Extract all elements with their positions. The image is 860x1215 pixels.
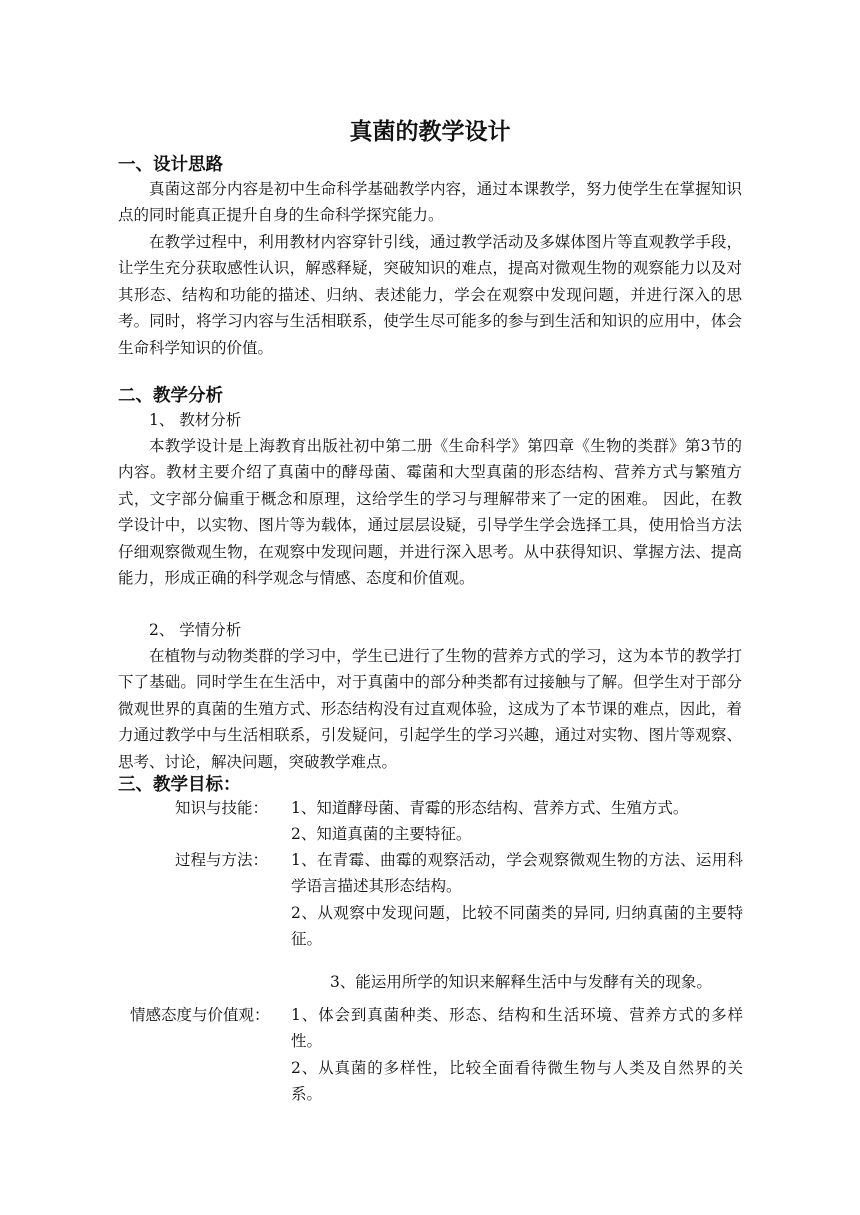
paragraph: 真菌这部分内容是初中生命科学基础教学内容，通过本课教学，努力使学生在掌握知识点的同时能真正提升自身的生命科学探究能力。 [118, 180, 742, 225]
goal-item: 3、能运用所学的知识来解释生活中与发酵有关的现象。 [330, 973, 712, 991]
goal-item: 2、知道真菌的主要特征。 [291, 825, 472, 843]
goal-item: 2、从观察中发现问题，比较不同菌类的异同, 归纳真菌的主要特征。 [291, 904, 743, 949]
document-title: 真菌的教学设计 [349, 119, 511, 145]
section-heading-teaching-goals: 三、教学目标： [118, 775, 241, 795]
paragraph: 在教学过程中，利用教材内容穿针引线，通过教学活动及多媒体图片等直观教学手段，让学生充分获取感性认识，解惑释疑，突破知识的难点，提高对微观生物的观察能力以及对其形态、结构和功能的描述、归纳、表述能力，学会在观察中发现问题，并进行深入的思考。同时，将学习内容与生活相联系，使学生尽可能多的参与到生活和知识的应用中，体会生命科学知识的价值。 [118, 233, 742, 357]
section-heading-teaching-analysis: 二、教学分析 [118, 386, 223, 406]
paragraph: 本教学设计是上海教育出版社初中第二册《生命科学》第四章《生物的类群》第3节的内容。教材主要介绍了真菌中的酵母菌、霉菌和大型真菌的形态结构、营养方式与繁殖方式，文字部分偏重于概念和原理，这给学生的学习与理解带来了一定的困难。 因此，在教学设计中，以实物、图片等为载体，通过层层设疑，引导学生学会选择工具，使用恰当方法仔细观察微观生物，在观察中发现问题，并进行深入思考。从中获得知识、掌握方法、提高能力，形成正确的科学观念与情感、态度和价值观。 [118, 437, 742, 588]
goal-item: 2、从真菌的多样性，比较全面看待微生物与人类及自然界的关系。 [291, 1059, 743, 1104]
goal-item: 1、体会到真菌种类、形态、结构和生活环境、营养方式的多样性。 [291, 1006, 743, 1051]
subheading-student-analysis: 2、 学情分析 [149, 621, 242, 639]
paragraph: 在植物与动物类群的学习中，学生已进行了生物的营养方式的学习，这为本节的教学打下了基础。同时学生在生活中，对于真菌中的部分种类都有过接触与了解。但学生对于部分微观世界的真菌的生殖方式、形态结构没有过直观体验，这成为了本节课的难点，因此，着力通过教学中与生活相联系，引发疑问，引起学生的学习兴趣，通过对实物、图片等观察、思考、讨论，解决问题，突破教学难点。 [118, 647, 742, 771]
goal-item: 1、在青霉、曲霉的观察活动，学会观察微观生物的方法、运用科学语言描述其形态结构。 [291, 851, 743, 896]
subheading-textbook-analysis: 1、 教材分析 [149, 411, 242, 429]
goal-item: 1、知道酵母菌、青霉的形态结构、营养方式、生殖方式。 [291, 799, 689, 817]
section-heading-design-idea: 一、设计思路 [118, 155, 223, 175]
goal-label-knowledge: 知识与技能： [175, 799, 269, 817]
goal-label-process: 过程与方法： [175, 851, 269, 869]
goal-label-emotion: 情感态度与价值观： [130, 1006, 270, 1024]
